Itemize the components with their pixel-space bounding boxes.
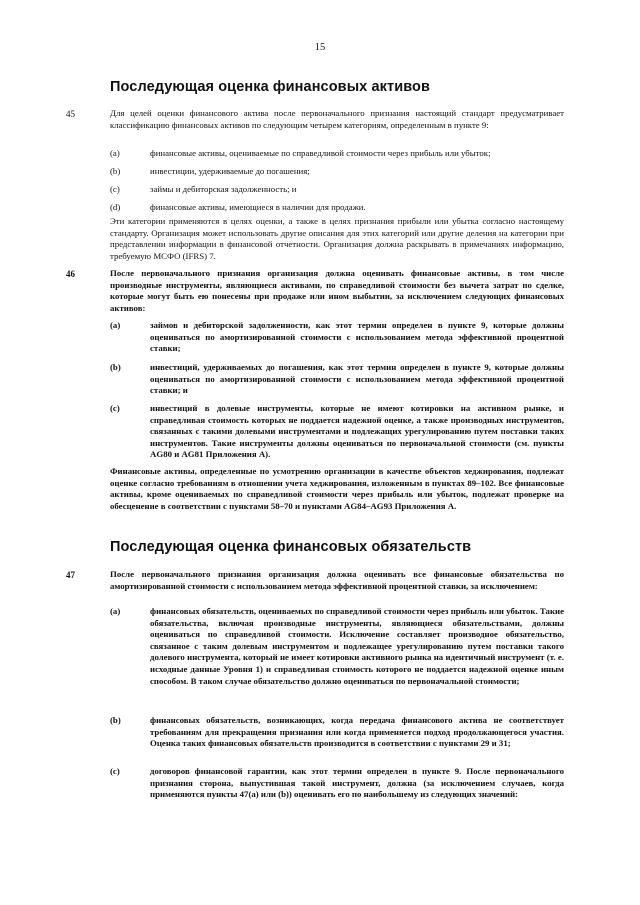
paragraph-number-47: 47 [66,570,75,580]
list-item [110,320,564,355]
list-item [110,766,564,801]
list-item [110,148,564,160]
list-item [110,184,564,196]
list-item-label: (b) [110,715,121,725]
list-item [110,166,564,178]
list-item-text: финансовые активы, имеющиеся в наличии для продажи. [150,202,366,212]
list-item [110,362,564,397]
paragraph-45-intro: Для целей оценки финансового актива после первоначального признания настоящий стандарт предусматривает классификацию финансовых активов по следующим четырем категориям, определенным в пункте 9: [110,108,564,130]
list-item-label: (b) [110,166,121,176]
list-item [110,403,564,461]
list-item-text: займов и дебиторской задолженности, как этот термин определен в пункте 9, которые должны оцениваться по амортизированной стоимости с использованием метода эффективной процентной ставки; [150,320,564,354]
list-item-text: финансовых обязательств, оцениваемых по справедливой стоимости через прибыль или убыток. Такие обязательства, включая производные инструменты, являющиеся обязательствами, должны оцениваться по справедливой стоимости. Исключение составляет производное обязательство, связанное с таким долевым инструментом и подлежащее урегулированию путем поставки такого долевого инструмента, который не имеет котировки активного рынка на идентичный инструмент (т. е. исходные данные Уровня 1) и справедливая стоимость которого не поддается надежной оценке иным способом. В таком случае обязательство должно оцениваться по первоначальной стоимости; [150,606,564,686]
list-item-label: (d) [110,202,121,212]
list-item-label: (a) [110,148,120,158]
list-item-text: займы и дебиторская задолженность; и [150,184,297,194]
list-item-label: (c) [110,766,120,776]
paragraph-number-45: 45 [66,109,75,119]
list-item-text: финансовых обязательств, возникающих, когда передача финансового актива не соответствует требованиям для прекращения признания или когда применяется подход продолжающегося участия. Оценка таких финансовых обязательств производится в соответствии с пунктами 29 и 31; [150,715,564,749]
page-number: 15 [314,42,326,53]
list-item-label: (b) [110,362,121,372]
list-item-text: инвестиции, удерживаемые до погашения; [150,166,310,176]
paragraph-46-intro: После первоначального признания организация должна оценивать финансовые активы, в том числе производные инструменты, являющиеся активами, по справедливой стоимости без вычета затрат по сделке, которые могут быть ею понесены при продаже или ином выбытии, за исключением следующих финансовых активов: [110,268,564,313]
list-item-label: (c) [110,184,120,194]
list-item-text: договоров финансовой гарантии, как этот термин определен в пункте 9. После первоначального признания сторона, выпустившая такой инструмент, должна (за исключением случаев, когда применяются пункты 47(a) или (b)) оценивать его по наибольшему из следующих значений: [150,766,564,800]
list-item-text: инвестиций в долевые инструменты, которые не имеют котировки на активном рынке, и справедливая стоимость которых не поддается надежной оценке, а также производных инструментов, связанных с такими долевыми инструментами и подлежащих урегулированию путем поставки таких инструментов. Такие инструменты должны оцениваться по первоначальной стоимости (см. пункты AG80 и AG81 Приложения А). [150,403,564,460]
paragraph-46-closing: Финансовые активы, определенные по усмотрению организации в качестве объектов хеджирования, подлежат оценке согласно требованиям в отношении учета хеджирования, изложенным в пунктах 89–102. Все финансовые активы, кроме оцениваемых по справедливой стоимости через прибыль или убыток, подлежат проверке на обесценение в соответствии с пунктами 58–70 и пунктами AG84–AG93 Приложения А. [110,466,564,511]
section-heading-financial-liabilities: Последующая оценка финансовых обязательств [110,539,472,555]
list-item [110,202,564,214]
list-item-label: (c) [110,403,120,413]
paragraph-number-46: 46 [66,269,75,279]
list-item-label: (a) [110,320,121,330]
paragraph-47-intro: После первоначального признания организация должна оценивать все финансовые обязательства по амортизированной стоимости с использованием метода эффективной процентной ставки, за исключением: [110,569,564,591]
section-heading-financial-assets: Последующая оценка финансовых активов [110,79,430,95]
list-item-text: инвестиций, удерживаемых до погашения, как этот термин определен в пункте 9, которые должны оцениваться по амортизированной стоимости с использованием метода эффективной процентной ставки; и [150,362,564,396]
list-item-label: (a) [110,606,121,616]
list-item-text: финансовые активы, оцениваемые по справедливой стоимости через прибыль или убыток; [150,148,491,158]
list-item [110,606,564,687]
list-item [110,715,564,750]
paragraph-45-closing: Эти категории применяются в целях оценки, а также в целях признания прибыли или убытка согласно настоящему стандарту. Организация может использовать другие описания для этих категорий или другие деления на категории при представлении информации в финансовой отчетности. Организация должна раскрывать в примечаниях информацию, требуемую МСФО (IFRS) 7. [110,216,564,261]
